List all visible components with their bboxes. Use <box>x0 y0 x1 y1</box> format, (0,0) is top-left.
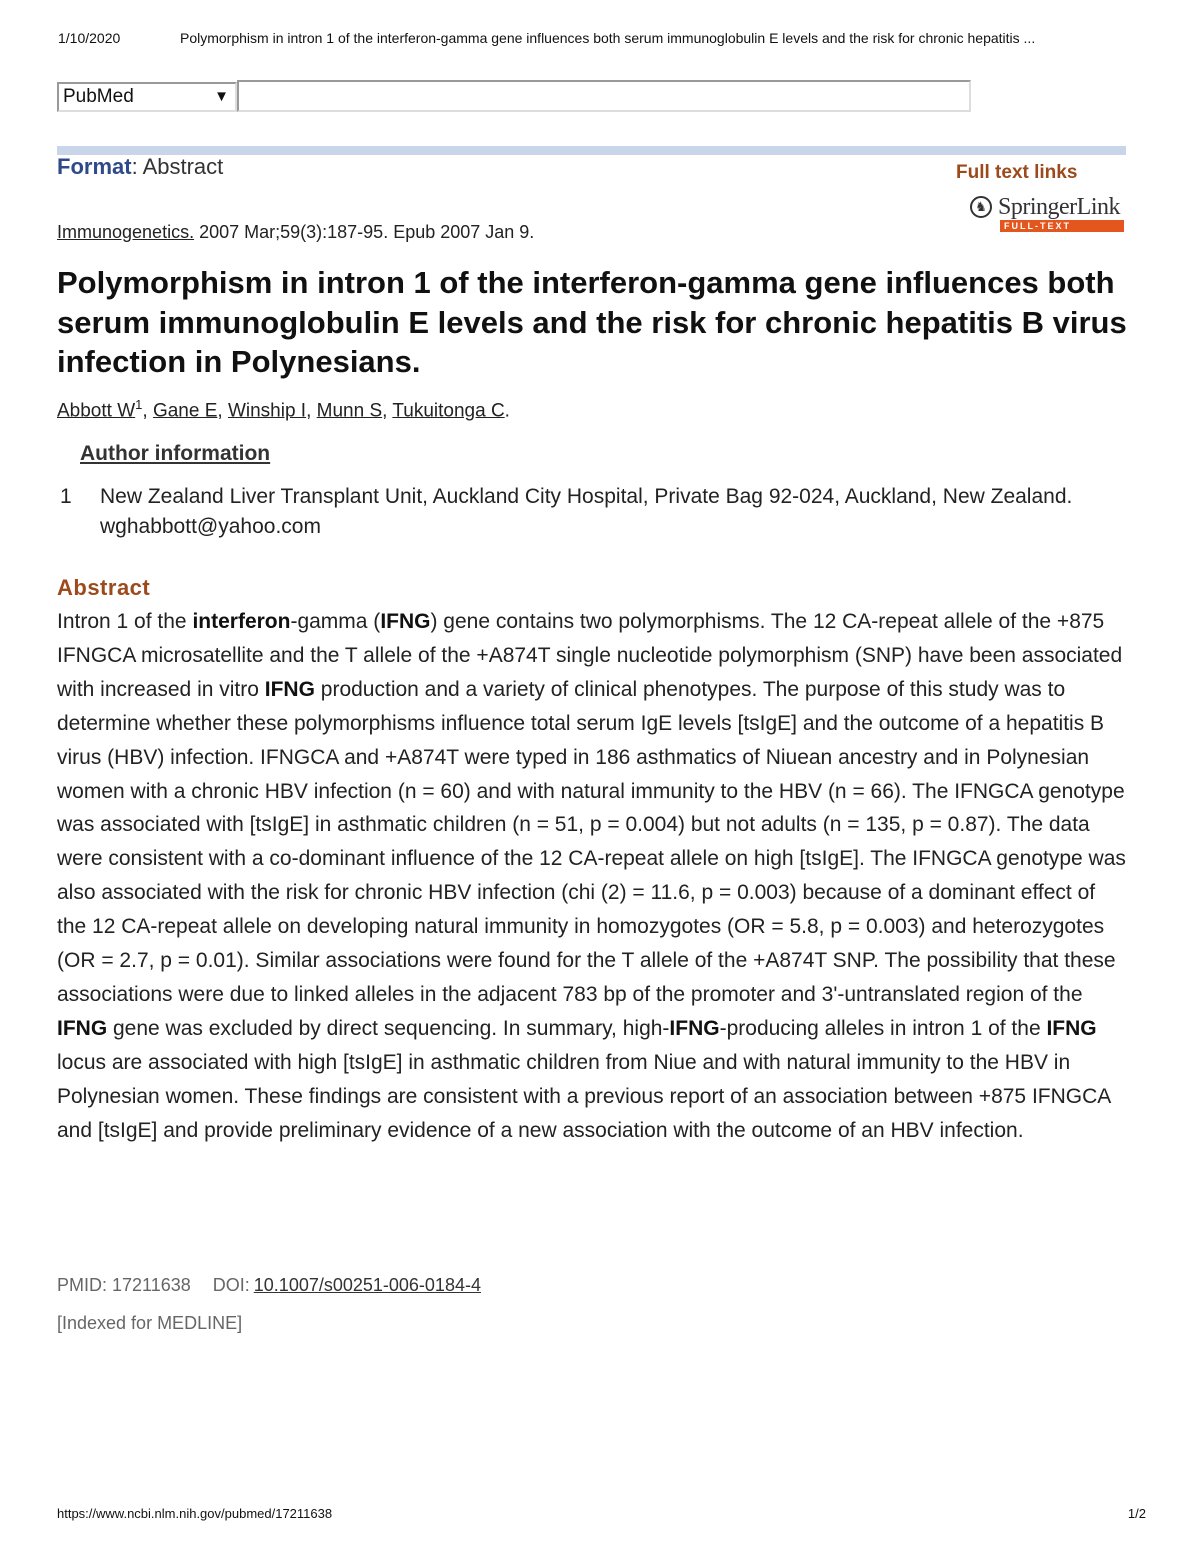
indexed-for-medline: [Indexed for MEDLINE] <box>57 1313 243 1333</box>
springerlink-full-text-link[interactable] <box>968 194 1128 243</box>
format-label: Format <box>57 154 132 179</box>
abstract-segment: gene was excluded by direct sequencing. In summary, high- <box>107 1016 670 1040</box>
highlighted-term: interferon <box>192 610 291 633</box>
affiliation-text: New Zealand Liver Transplant Unit, Auckland City Hospital, Private Bag 92-024, Auckland, New Zealand. wghabbott@yahoo.com <box>100 485 1073 538</box>
author-link[interactable]: Gane E <box>152 400 218 422</box>
author-link[interactable]: Abbott W <box>57 400 136 422</box>
highlighted-term: IFNG <box>380 610 431 633</box>
citation <box>57 222 534 243</box>
print-page-title: Polymorphism in intron 1 of the interferon-gamma gene influences both serum immunoglobulin E levels and the risk for chronic hepatitis ... <box>180 30 1036 46</box>
print-date: 1/10/2020 <box>58 30 121 46</box>
print-footer-page-number: 1/2 <box>1127 1506 1146 1521</box>
format-selector[interactable]: Format: Abstract <box>57 154 224 179</box>
highlighted-term: IFNG <box>669 1016 720 1040</box>
citation-details: 2007 Mar;59(3):187-95. Epub 2007 Jan 9. <box>194 222 535 242</box>
author-information-toggle[interactable]: Author information <box>80 442 271 465</box>
affiliation-ref[interactable]: 1 <box>135 397 143 412</box>
pmid: PMID: 17211638 <box>57 1275 191 1295</box>
abstract-segment: Intron 1 of the <box>57 610 193 633</box>
abstract-segment: locus are associated with high [tsIgE] in asthmatic children from Niue and with natural immunity to the HBV in Polynesian women. These findings are consistent with a previous report of an association between +875 IFNGCA and [tsIgE] and provide preliminary evidence of a new association with the outcome of an HBV infection. <box>57 1050 1111 1142</box>
springer-horse-icon: ♞ <box>970 196 992 218</box>
author-list: Abbott $W^1$, Gane E, Winship I, Munn S, Tukuitonga C. <box>57 397 510 422</box>
print-header <box>58 30 1144 46</box>
author-link[interactable]: Munn S <box>316 400 383 422</box>
full-text-links-heading: Full text links <box>956 162 1078 183</box>
database-select-value: PubMed <box>63 86 134 107</box>
abstract-segment: ) gene contains two polymorphisms. The 12 CA-repeat allele of the +875 IFNGCA microsatellite and the T allele of the +A874T single nucleotide polymorphism (SNP) have been associated with increased in vitro <box>57 610 1123 701</box>
article-title: Polymorphism in intron 1 of the interferon-gamma gene influences both serum immunoglobulin E levels and the risk for chronic hepatitis B virus infection in Polynesians. <box>57 265 1127 379</box>
author-link[interactable]: Winship I <box>227 400 307 422</box>
abstract-segment: production and a variety of clinical phenotypes. The purpose of this study was to determine whether these polymorphisms influence total serum IgE levels [tsIgE] and the outcome of a hepatitis B virus (HBV) infection. IFNGCA and +A874T were typed in 186 asthmatics of Niuean ancestry and in Polynesian women with a chronic HBV infection (n = 60) and with natural immunity to the HBV (n = 66). The IFNGCA genotype was associated with [tsIgE] in asthmatic children (n = 51, p = 0.004) but not adults (n = 135, p = 0.87). The data were consistent with a co-dominant influence of the 12 CA-repeat allele on high [tsIgE]. The IFNGCA genotype was also associated with the risk for chronic HBV infection (chi (2) = 11.6, p = 0.003) because of a dominant effect of the 12 CA-repeat allele on developing natural immunity in homozygotes (OR = 5.8, p = 0.003) and heterozygotes (OR = 2.7, p = 0.01). Similar associations were found for the T allele of the +A874T SNP. The possibility that these associations were due to linked alleles in the adjacent 783 bp of the promoter and 3'-untranslated region of the <box>57 677 1126 1006</box>
full-text-article-badge: FULL-TEXT ARTICLE <box>1000 220 1124 232</box>
abstract-text <box>57 605 1129 1148</box>
highlighted-term: IFNG <box>1046 1016 1097 1040</box>
doi-label: DOI: <box>212 1275 250 1295</box>
identifiers <box>57 1275 481 1296</box>
database-select[interactable] <box>57 82 237 112</box>
springer-logo-text: SpringerLink <box>998 194 1120 220</box>
highlighted-term: IFNG <box>264 677 315 701</box>
doi-link[interactable]: 10.1007/s00251-006-0184-4 <box>253 1275 481 1295</box>
format-value: Abstract <box>142 154 224 179</box>
highlighted-term: IFNG <box>57 1016 108 1040</box>
affiliation-item <box>57 482 1127 542</box>
abstract-segment: -gamma ( <box>290 610 381 633</box>
abstract-heading: Abstract <box>57 575 151 600</box>
abstract-segment: -producing alleles in intron 1 of the <box>719 1016 1047 1040</box>
affiliation-number: 1 <box>60 485 72 508</box>
search-input[interactable] <box>237 80 971 112</box>
journal-link[interactable]: Immunogenetics. <box>57 222 195 242</box>
author-link[interactable]: Tukuitonga C <box>392 400 505 422</box>
chevron-down-icon: ▼ <box>214 88 229 105</box>
print-footer-url: https://www.ncbi.nlm.nih.gov/pubmed/17211638 <box>57 1506 333 1521</box>
